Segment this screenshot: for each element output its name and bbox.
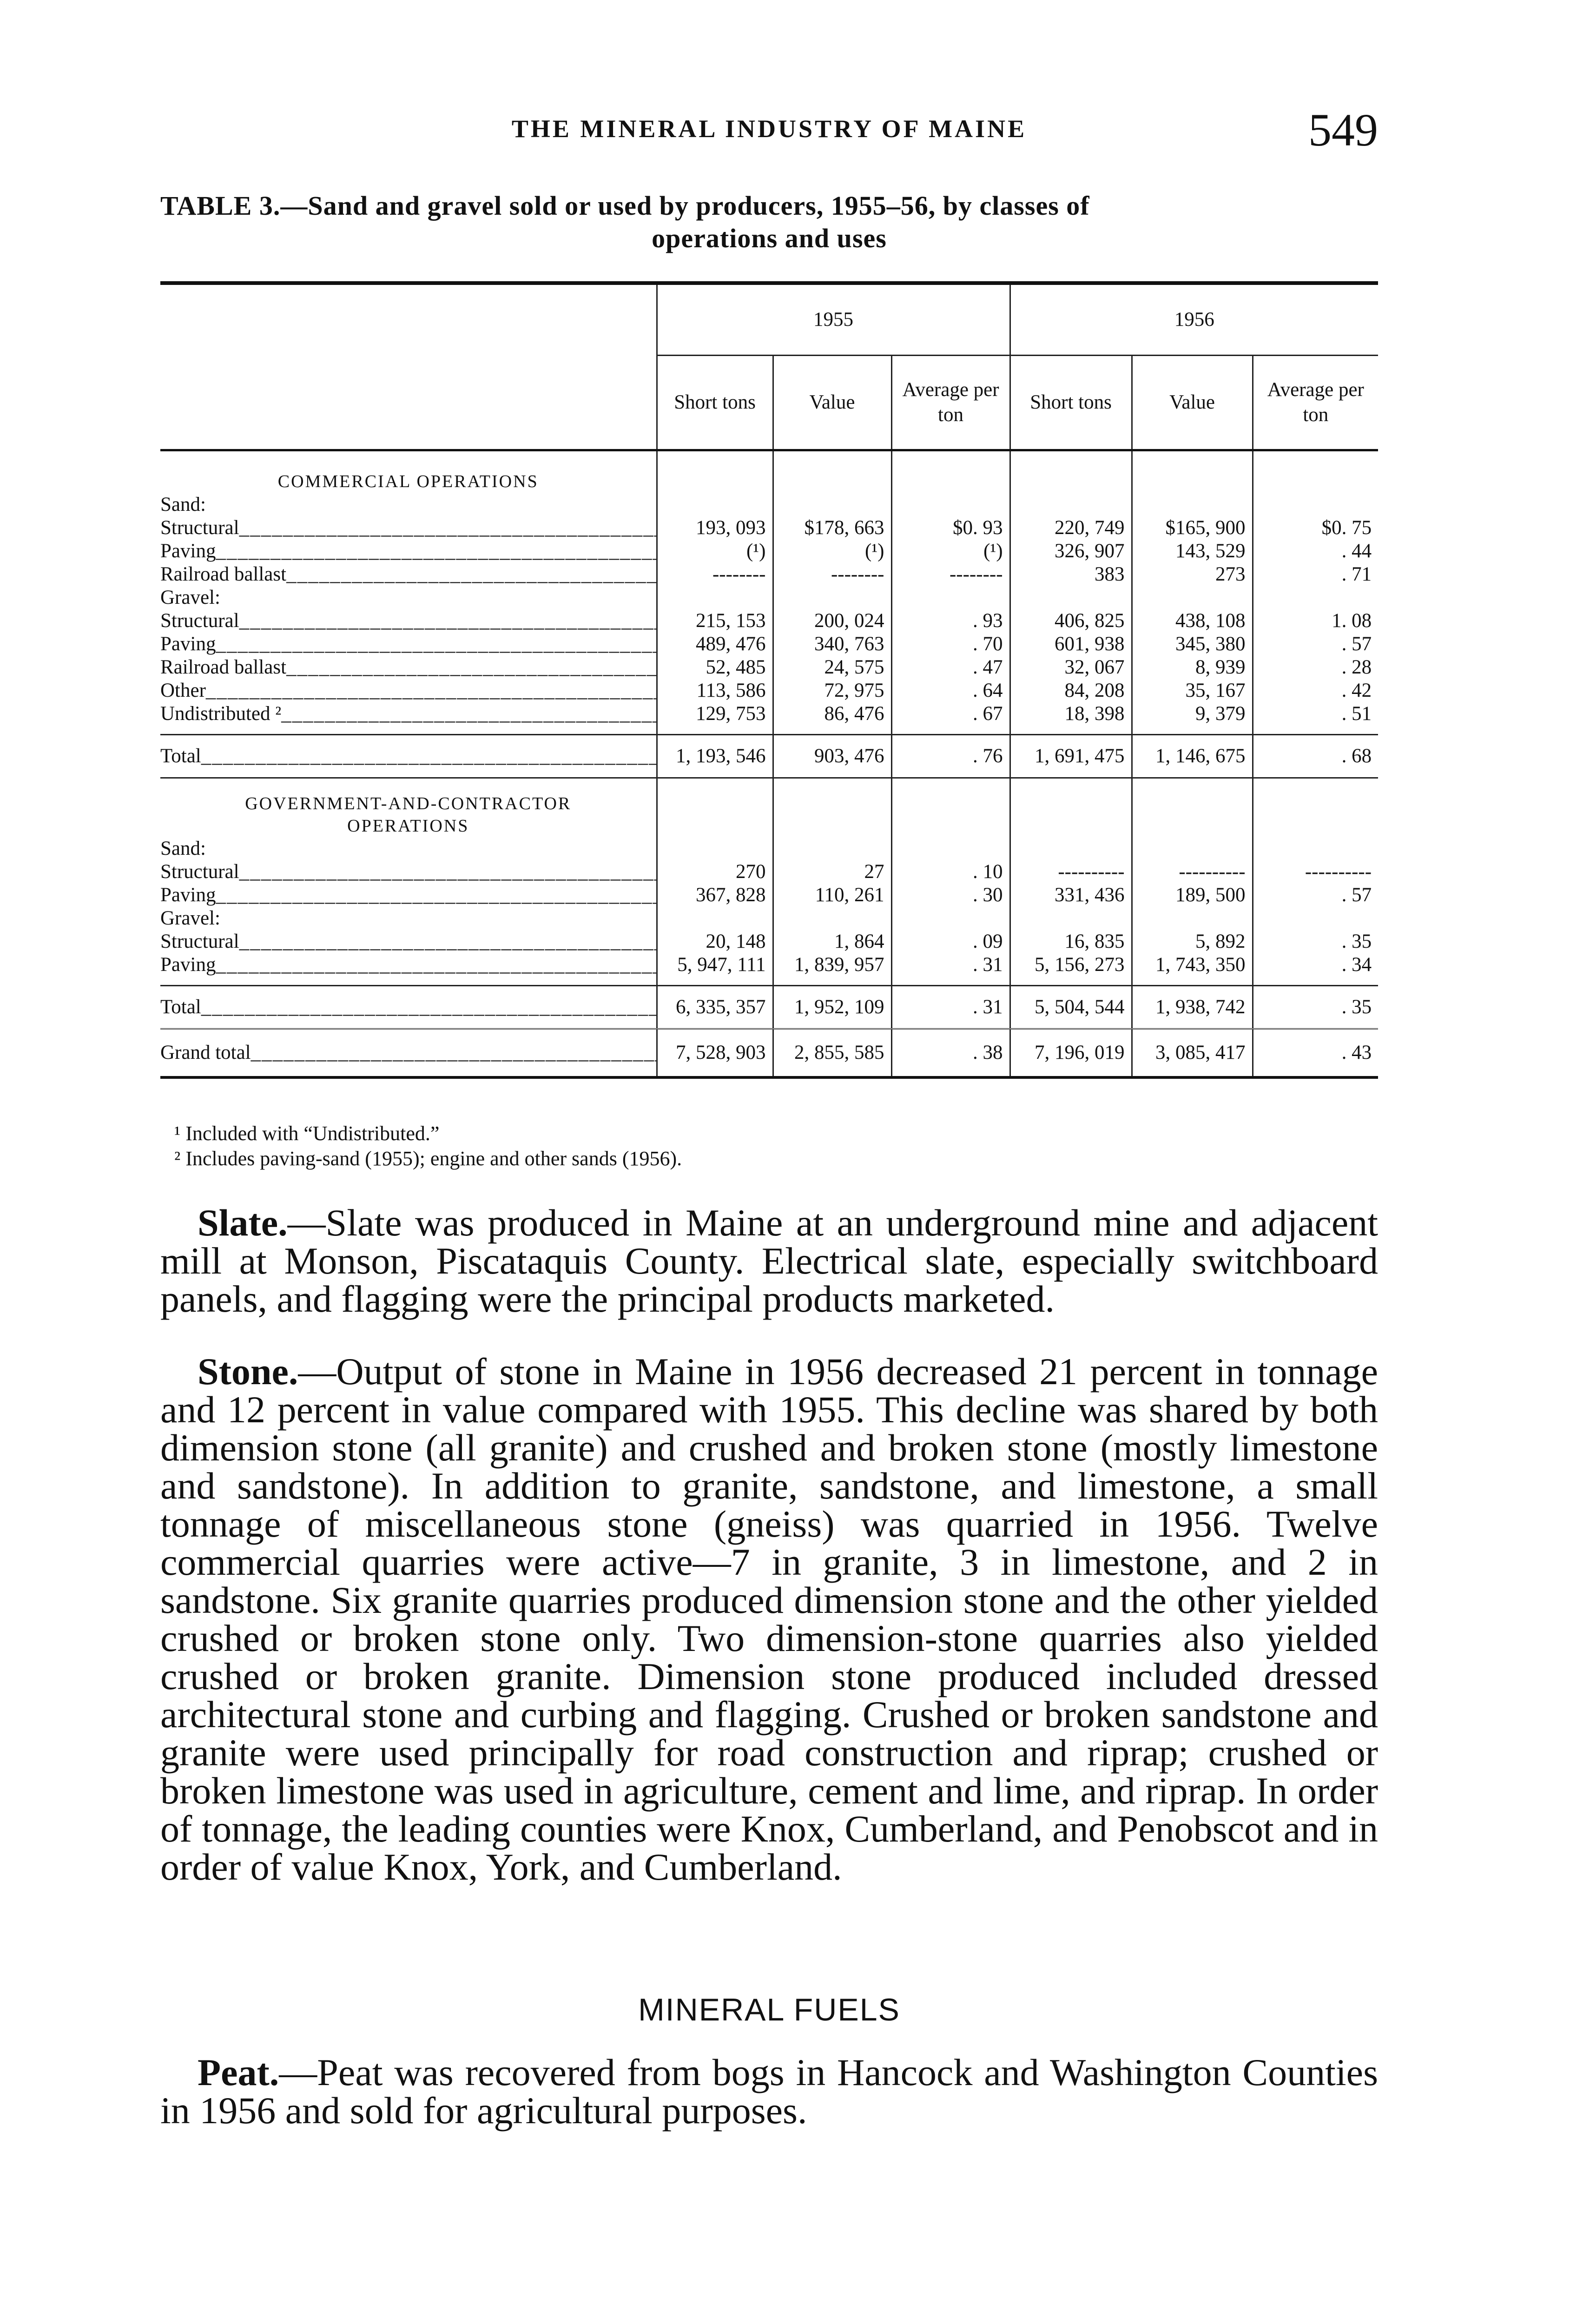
cell-avg-1955: --------: [891, 563, 1010, 586]
cell-value-1955: 200, 024: [773, 609, 891, 633]
stone-paragraph: [160, 1350, 1378, 1888]
dot-leader: [206, 680, 657, 701]
cell-tons-1955: --------: [657, 563, 773, 586]
row-label: Total: [160, 996, 201, 1018]
cell-tons-1955: 129, 753: [657, 702, 773, 726]
cell-tons-1956: ----------: [1010, 860, 1132, 884]
cell-avg-1955: . 76: [891, 735, 1010, 778]
row-label: Undistributed ²: [160, 703, 282, 725]
cell-avg-1956: . 57: [1253, 633, 1378, 656]
cell-value-1956: 273: [1132, 563, 1253, 586]
cell-avg-1955: . 64: [891, 679, 1010, 702]
commercial-total-row: [160, 735, 1378, 778]
cell-tons-1956: 601, 938: [1010, 633, 1132, 656]
short-tons-1956-header: Short tons: [1010, 356, 1132, 450]
cell-value-1955: 340, 763: [773, 633, 891, 656]
slate-heading: Slate.: [198, 1202, 288, 1244]
category-row: [160, 586, 1378, 609]
cell-avg-1955: . 70: [891, 633, 1010, 656]
cell-tons-1955: 270: [657, 860, 773, 884]
average-1956-header: Average per ton: [1253, 356, 1378, 450]
category-label-gravel: Gravel:: [160, 587, 220, 608]
slate-paragraph: [160, 1204, 1378, 1318]
cell-value-1956: ----------: [1132, 860, 1253, 884]
table-row: [160, 656, 1378, 679]
cell-value-1955: --------: [773, 563, 891, 586]
cell-value-1955: 1, 839, 957: [773, 953, 891, 977]
cell-tons-1956: 84, 208: [1010, 679, 1132, 702]
cell-value-1956: 143, 529: [1132, 540, 1253, 563]
cell-tons-1956: 220, 749: [1010, 516, 1132, 540]
average-1955-header: Average per ton: [891, 356, 1010, 450]
row-label: Railroad ballast: [160, 563, 287, 585]
cell-value-1955: 2, 855, 585: [773, 1029, 891, 1078]
cell-value-1956: 438, 108: [1132, 609, 1253, 633]
cell-tons-1956: 32, 067: [1010, 656, 1132, 679]
cell-value-1955: $178, 663: [773, 516, 891, 540]
dot-leader: [216, 633, 657, 655]
table-row: [160, 540, 1378, 563]
category-row: [160, 837, 1378, 860]
row-label: Structural: [160, 610, 239, 632]
row-label: Structural: [160, 931, 239, 952]
cell-value-1956: 3, 085, 417: [1132, 1029, 1253, 1078]
cell-avg-1956: $0. 75: [1253, 516, 1378, 540]
cell-avg-1956: . 57: [1253, 884, 1378, 907]
year-1955-header: 1955: [657, 283, 1010, 356]
cell-value-1955: (¹): [773, 540, 891, 563]
cell-avg-1956: . 68: [1253, 735, 1378, 778]
cell-tons-1955: 1, 193, 546: [657, 735, 773, 778]
row-label: Paving: [160, 633, 216, 655]
dot-leader: [286, 563, 657, 585]
government-total-row: [160, 986, 1378, 1029]
category-label-sand: Sand:: [160, 838, 206, 859]
cell-tons-1956: 5, 504, 544: [1010, 986, 1132, 1029]
cell-value-1956: 345, 380: [1132, 633, 1253, 656]
year-1956-header: 1956: [1010, 283, 1378, 356]
cell-avg-1955: . 31: [891, 986, 1010, 1029]
category-row: [160, 907, 1378, 930]
table-footnotes: [174, 1121, 682, 1171]
cell-avg-1955: . 31: [891, 953, 1010, 977]
header-row-years: [160, 283, 1378, 356]
stone-heading: Stone.: [198, 1350, 298, 1393]
row-label: Paving: [160, 954, 216, 976]
row-label: Structural: [160, 517, 239, 539]
cell-tons-1955: 215, 153: [657, 609, 773, 633]
dot-leader: [216, 954, 657, 976]
cell-tons-1955: 20, 148: [657, 930, 773, 953]
cell-avg-1956: . 28: [1253, 656, 1378, 679]
cell-tons-1956: 16, 835: [1010, 930, 1132, 953]
slate-text: —Slate was produced in Maine at an underground mine and adjacent mill at Monson, Piscataquis County. Electrical slate, especially switchboard panels, and flagging were the principal products marketed.: [160, 1202, 1378, 1320]
cell-avg-1955: . 09: [891, 930, 1010, 953]
cell-value-1955: 86, 476: [773, 702, 891, 726]
row-label: Railroad ballast: [160, 656, 287, 678]
dot-leader: [239, 931, 657, 952]
short-tons-1955-header: Short tons: [657, 356, 773, 450]
cell-value-1956: 189, 500: [1132, 884, 1253, 907]
table-row: [160, 884, 1378, 907]
dot-leader: [281, 703, 657, 725]
stub-subheader: [160, 356, 657, 450]
cell-avg-1955: (¹): [891, 540, 1010, 563]
footnote-2: ² Includes paving-sand (1955); engine and other sands (1956).: [174, 1147, 682, 1170]
row-label: Other: [160, 680, 206, 701]
running-title: THE MINERAL INDUSTRY OF MAINE: [511, 115, 1027, 143]
cell-value-1956: 9, 379: [1132, 702, 1253, 726]
table-caption-line-2: operations and uses: [652, 223, 887, 253]
value-1955-header: Value: [773, 356, 891, 450]
cell-tons-1956: 7, 196, 019: [1010, 1029, 1132, 1078]
cell-tons-1955: 5, 947, 111: [657, 953, 773, 977]
table-row: [160, 953, 1378, 977]
stone-text: —Output of stone in Maine in 1956 decreased 21 percent in tonnage and 12 percent in value compared with 1955. This decline was shared by both dimension stone (all granite) and crushed and broken stone (mostly limestone and sandstone). In addition to granite, sandstone, and limestone, a small tonnage of miscellaneous stone (gneiss) was quarried in 1956. Twelve commercial quarries were active—7 in granite, 3 in limestone, and 2 in sandstone. Six granite quarries produced dimension stone and the other yielded crushed or broken stone only. Two dimension-stone quarries also yielded crushed or broken granite. Dimension stone produced included dressed architectural stone and curbing and flagging. Crushed or broken sandstone and granite were used principally for road construction and riprap; crushed or broken limestone was used in agriculture, cement and lime, and riprap. In order of tonnage, the leading counties were Knox, Cumberland, and Penobscot and in order of value Knox, York, and Cumberland.: [160, 1350, 1378, 1888]
dot-leader: [201, 745, 657, 767]
cell-value-1955: 903, 476: [773, 735, 891, 778]
row-label: Paving: [160, 540, 216, 562]
category-row: [160, 493, 1378, 516]
cell-avg-1955: . 67: [891, 702, 1010, 726]
table-row: [160, 930, 1378, 953]
header-row-measures: [160, 356, 1378, 450]
peat-heading: Peat.: [198, 2051, 279, 2093]
page-number: 549: [1308, 104, 1378, 156]
cell-tons-1955: 6, 335, 357: [657, 986, 773, 1029]
cell-tons-1956: 5, 156, 273: [1010, 953, 1132, 977]
cell-value-1956: $165, 900: [1132, 516, 1253, 540]
cell-value-1956: 1, 146, 675: [1132, 735, 1253, 778]
cell-value-1956: 35, 167: [1132, 679, 1253, 702]
dot-leader: [239, 610, 657, 632]
dot-leader: [251, 1042, 657, 1063]
table-row: [160, 702, 1378, 726]
dot-leader: [286, 656, 657, 678]
cell-avg-1956: . 35: [1253, 986, 1378, 1029]
row-label: Total: [160, 745, 201, 767]
cell-avg-1955: . 30: [891, 884, 1010, 907]
dot-leader: [239, 861, 657, 883]
mineral-fuels-heading: MINERAL FUELS: [638, 1992, 900, 2027]
dot-leader: [216, 884, 657, 906]
cell-value-1955: 27: [773, 860, 891, 884]
row-label: Structural: [160, 861, 239, 883]
cell-avg-1955: . 93: [891, 609, 1010, 633]
dot-leader: [216, 540, 657, 562]
stub-header: [160, 283, 657, 356]
section-heading-row: [160, 778, 1378, 838]
grand-total-row: [160, 1029, 1378, 1078]
cell-value-1955: 72, 975: [773, 679, 891, 702]
cell-avg-1956: ----------: [1253, 860, 1378, 884]
cell-tons-1955: 367, 828: [657, 884, 773, 907]
table-row: [160, 860, 1378, 884]
cell-avg-1956: . 35: [1253, 930, 1378, 953]
dot-leader: [239, 517, 657, 539]
cell-value-1956: 8, 939: [1132, 656, 1253, 679]
cell-avg-1956: . 42: [1253, 679, 1378, 702]
cell-value-1955: 24, 575: [773, 656, 891, 679]
cell-value-1956: 5, 892: [1132, 930, 1253, 953]
row-label: Grand total: [160, 1042, 251, 1063]
cell-value-1955: 1, 864: [773, 930, 891, 953]
peat-paragraph: [160, 2053, 1378, 2130]
cell-avg-1956: 1. 08: [1253, 609, 1378, 633]
cell-avg-1955: . 38: [891, 1029, 1010, 1078]
table-caption: [160, 190, 1378, 255]
cell-tons-1955: (¹): [657, 540, 773, 563]
cell-value-1956: 1, 743, 350: [1132, 953, 1253, 977]
table-caption-line-1: TABLE 3.—Sand and gravel sold or used by producers, 1955–56, by classes of: [160, 191, 1090, 221]
government-heading-line-1: GOVERNMENT-AND-CONTRACTOR: [245, 794, 572, 813]
table-row: [160, 679, 1378, 702]
running-header: [160, 103, 1378, 154]
cell-tons-1956: 406, 825: [1010, 609, 1132, 633]
dot-leader: [201, 996, 657, 1018]
table-row: [160, 633, 1378, 656]
cell-tons-1955: 113, 586: [657, 679, 773, 702]
section-heading-row: [160, 450, 1378, 494]
cell-tons-1956: 383: [1010, 563, 1132, 586]
commercial-heading: COMMERCIAL OPERATIONS: [277, 472, 539, 491]
cell-tons-1956: 326, 907: [1010, 540, 1132, 563]
cell-avg-1955: $0. 93: [891, 516, 1010, 540]
value-1956-header: Value: [1132, 356, 1253, 450]
table-row: [160, 563, 1378, 586]
row-label: Paving: [160, 884, 216, 906]
footnote-1: ¹ Included with “Undistributed.”: [174, 1122, 440, 1145]
cell-value-1955: 110, 261: [773, 884, 891, 907]
category-label-sand: Sand:: [160, 494, 206, 515]
cell-avg-1955: . 10: [891, 860, 1010, 884]
peat-text: —Peat was recovered from bogs in Hancock and Washington Counties in 1956 and sold for agricultural purposes.: [160, 2051, 1378, 2132]
cell-avg-1955: . 47: [891, 656, 1010, 679]
table-row: [160, 516, 1378, 540]
cell-avg-1956: . 51: [1253, 702, 1378, 726]
cell-tons-1955: 489, 476: [657, 633, 773, 656]
cell-value-1956: 1, 938, 742: [1132, 986, 1253, 1029]
cell-avg-1956: . 44: [1253, 540, 1378, 563]
government-heading: [160, 778, 657, 838]
cell-value-1955: 1, 952, 109: [773, 986, 891, 1029]
government-heading-line-2: OPERATIONS: [347, 816, 469, 836]
table-row: [160, 609, 1378, 633]
cell-tons-1955: 52, 485: [657, 656, 773, 679]
category-label-gravel: Gravel:: [160, 907, 220, 929]
cell-tons-1955: 7, 528, 903: [657, 1029, 773, 1078]
cell-tons-1956: 1, 691, 475: [1010, 735, 1132, 778]
cell-avg-1956: . 34: [1253, 953, 1378, 977]
sand-gravel-table: [160, 281, 1378, 1079]
cell-avg-1956: . 43: [1253, 1029, 1378, 1078]
cell-tons-1956: 331, 436: [1010, 884, 1132, 907]
cell-tons-1955: 193, 093: [657, 516, 773, 540]
cell-tons-1956: 18, 398: [1010, 702, 1132, 726]
cell-avg-1956: . 71: [1253, 563, 1378, 586]
